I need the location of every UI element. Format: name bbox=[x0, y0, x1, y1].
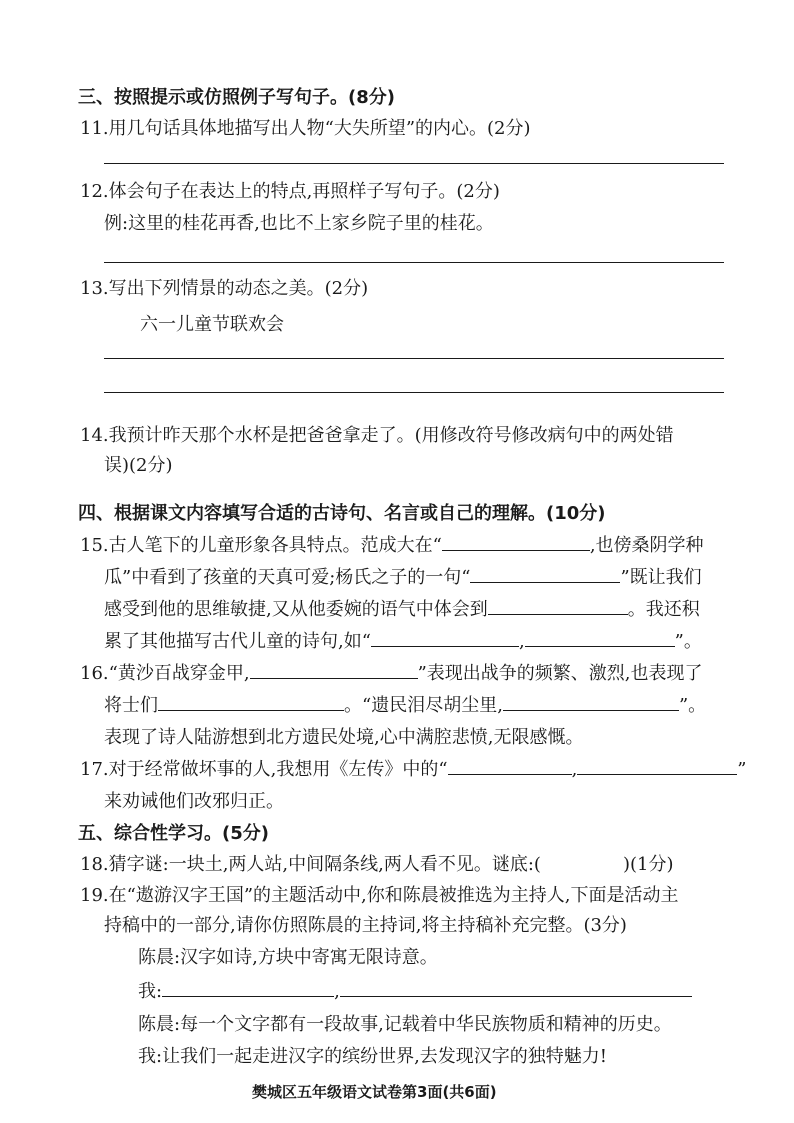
blank-19-1[interactable] bbox=[162, 980, 334, 997]
section-5-heading: 五、综合性学习。(5分) bbox=[78, 823, 269, 844]
question-16-line1: 16.“黄沙百战穿金甲, ”表现出战争的频繁、激烈,也表现了 bbox=[80, 663, 703, 684]
blank-15-3[interactable] bbox=[488, 598, 628, 615]
blank-15-4[interactable] bbox=[371, 630, 519, 647]
blank-15-1[interactable] bbox=[442, 534, 590, 551]
blank-15-2[interactable] bbox=[470, 566, 620, 583]
dialogue-chenchen-2: 陈晨:每一个文字都有一段故事,记载着中华民族物质和精神的历史。 bbox=[138, 1014, 672, 1035]
blank-17-2[interactable] bbox=[577, 758, 737, 775]
blank-16-2[interactable] bbox=[158, 694, 344, 711]
question-15-line2: 瓜”中看到了孩童的天真可爱;杨氏之子的一句“ ”既让我们 bbox=[104, 567, 702, 588]
page-footer: 樊城区五年级语文试卷第3面(共6面) bbox=[252, 1083, 497, 1101]
question-16-line3: 表现了诗人陆游想到北方遗民处境,心中满腔悲愤,无限感慨。 bbox=[104, 727, 584, 748]
question-11: 11.用几句话具体地描写出人物“大失所望”的内心。(2分) bbox=[80, 118, 531, 139]
answer-line-13b[interactable] bbox=[104, 392, 724, 393]
question-19-line1: 19.在“遨游汉字王国”的主题活动中,你和陈晨被推选为主持人,下面是活动主 bbox=[80, 885, 679, 906]
question-13: 13.写出下列情景的动态之美。(2分) bbox=[80, 278, 369, 299]
question-15-line3: 感受到他的思维敏捷,又从他委婉的语气中体会到 。我还积 bbox=[104, 599, 700, 620]
answer-line-13a[interactable] bbox=[104, 358, 724, 359]
question-18: 18.猜字谜:一块土,两人站,中间隔条线,两人看不见。谜底:( )(1分) bbox=[80, 854, 674, 875]
dialogue-chenchen-1: 陈晨:汉字如诗,方块中寄寓无限诗意。 bbox=[138, 947, 438, 968]
question-12: 12.体会句子在表达上的特点,再照样子写句子。(2分) bbox=[80, 181, 500, 202]
blank-19-2[interactable] bbox=[340, 980, 692, 997]
question-14-line1: 14.我预计昨天那个水杯是把爸爸拿走了。(用修改符号修改病句中的两处错 bbox=[80, 425, 674, 446]
question-12-example: 例:这里的桂花再香,也比不上家乡院子里的桂花。 bbox=[104, 213, 494, 234]
question-17-line2: 来劝诫他们改邪归正。 bbox=[104, 791, 284, 812]
dialogue-me-1: 我: , bbox=[138, 980, 692, 1004]
blank-16-1[interactable] bbox=[250, 662, 418, 679]
question-17-line1: 17.对于经常做坏事的人,我想用《左传》中的“ , ” bbox=[80, 759, 747, 780]
question-13-scene: 六一儿童节联欢会 bbox=[140, 314, 284, 335]
section-3-heading: 三、按照提示或仿照例子写句子。(8分) bbox=[78, 87, 395, 108]
dialogue-me-2: 我:让我们一起走进汉字的缤纷世界,去发现汉字的独特魅力! bbox=[138, 1046, 608, 1067]
question-15-line1: 15.古人笔下的儿童形象各具特点。范成大在“ ,也傍桑阴学种 bbox=[80, 535, 704, 556]
question-14-line2: 误)(2分) bbox=[104, 455, 173, 476]
blank-15-5[interactable] bbox=[525, 630, 675, 647]
blank-17-1[interactable] bbox=[448, 758, 572, 775]
question-15-line4: 累了其他描写古代儿童的诗句,如“ , ”。 bbox=[104, 631, 702, 652]
blank-16-3[interactable] bbox=[503, 694, 679, 711]
answer-line-11[interactable] bbox=[104, 163, 724, 164]
question-16-line2: 将士们 。“遗民泪尽胡尘里, ”。 bbox=[104, 695, 707, 716]
question-19-line2: 持稿中的一部分,请你仿照陈晨的主持词,将主持稿补充完整。(3分) bbox=[104, 915, 627, 936]
section-4-heading: 四、根据课文内容填写合适的古诗句、名言或自己的理解。(10分) bbox=[78, 503, 606, 524]
answer-line-12[interactable] bbox=[104, 262, 724, 263]
